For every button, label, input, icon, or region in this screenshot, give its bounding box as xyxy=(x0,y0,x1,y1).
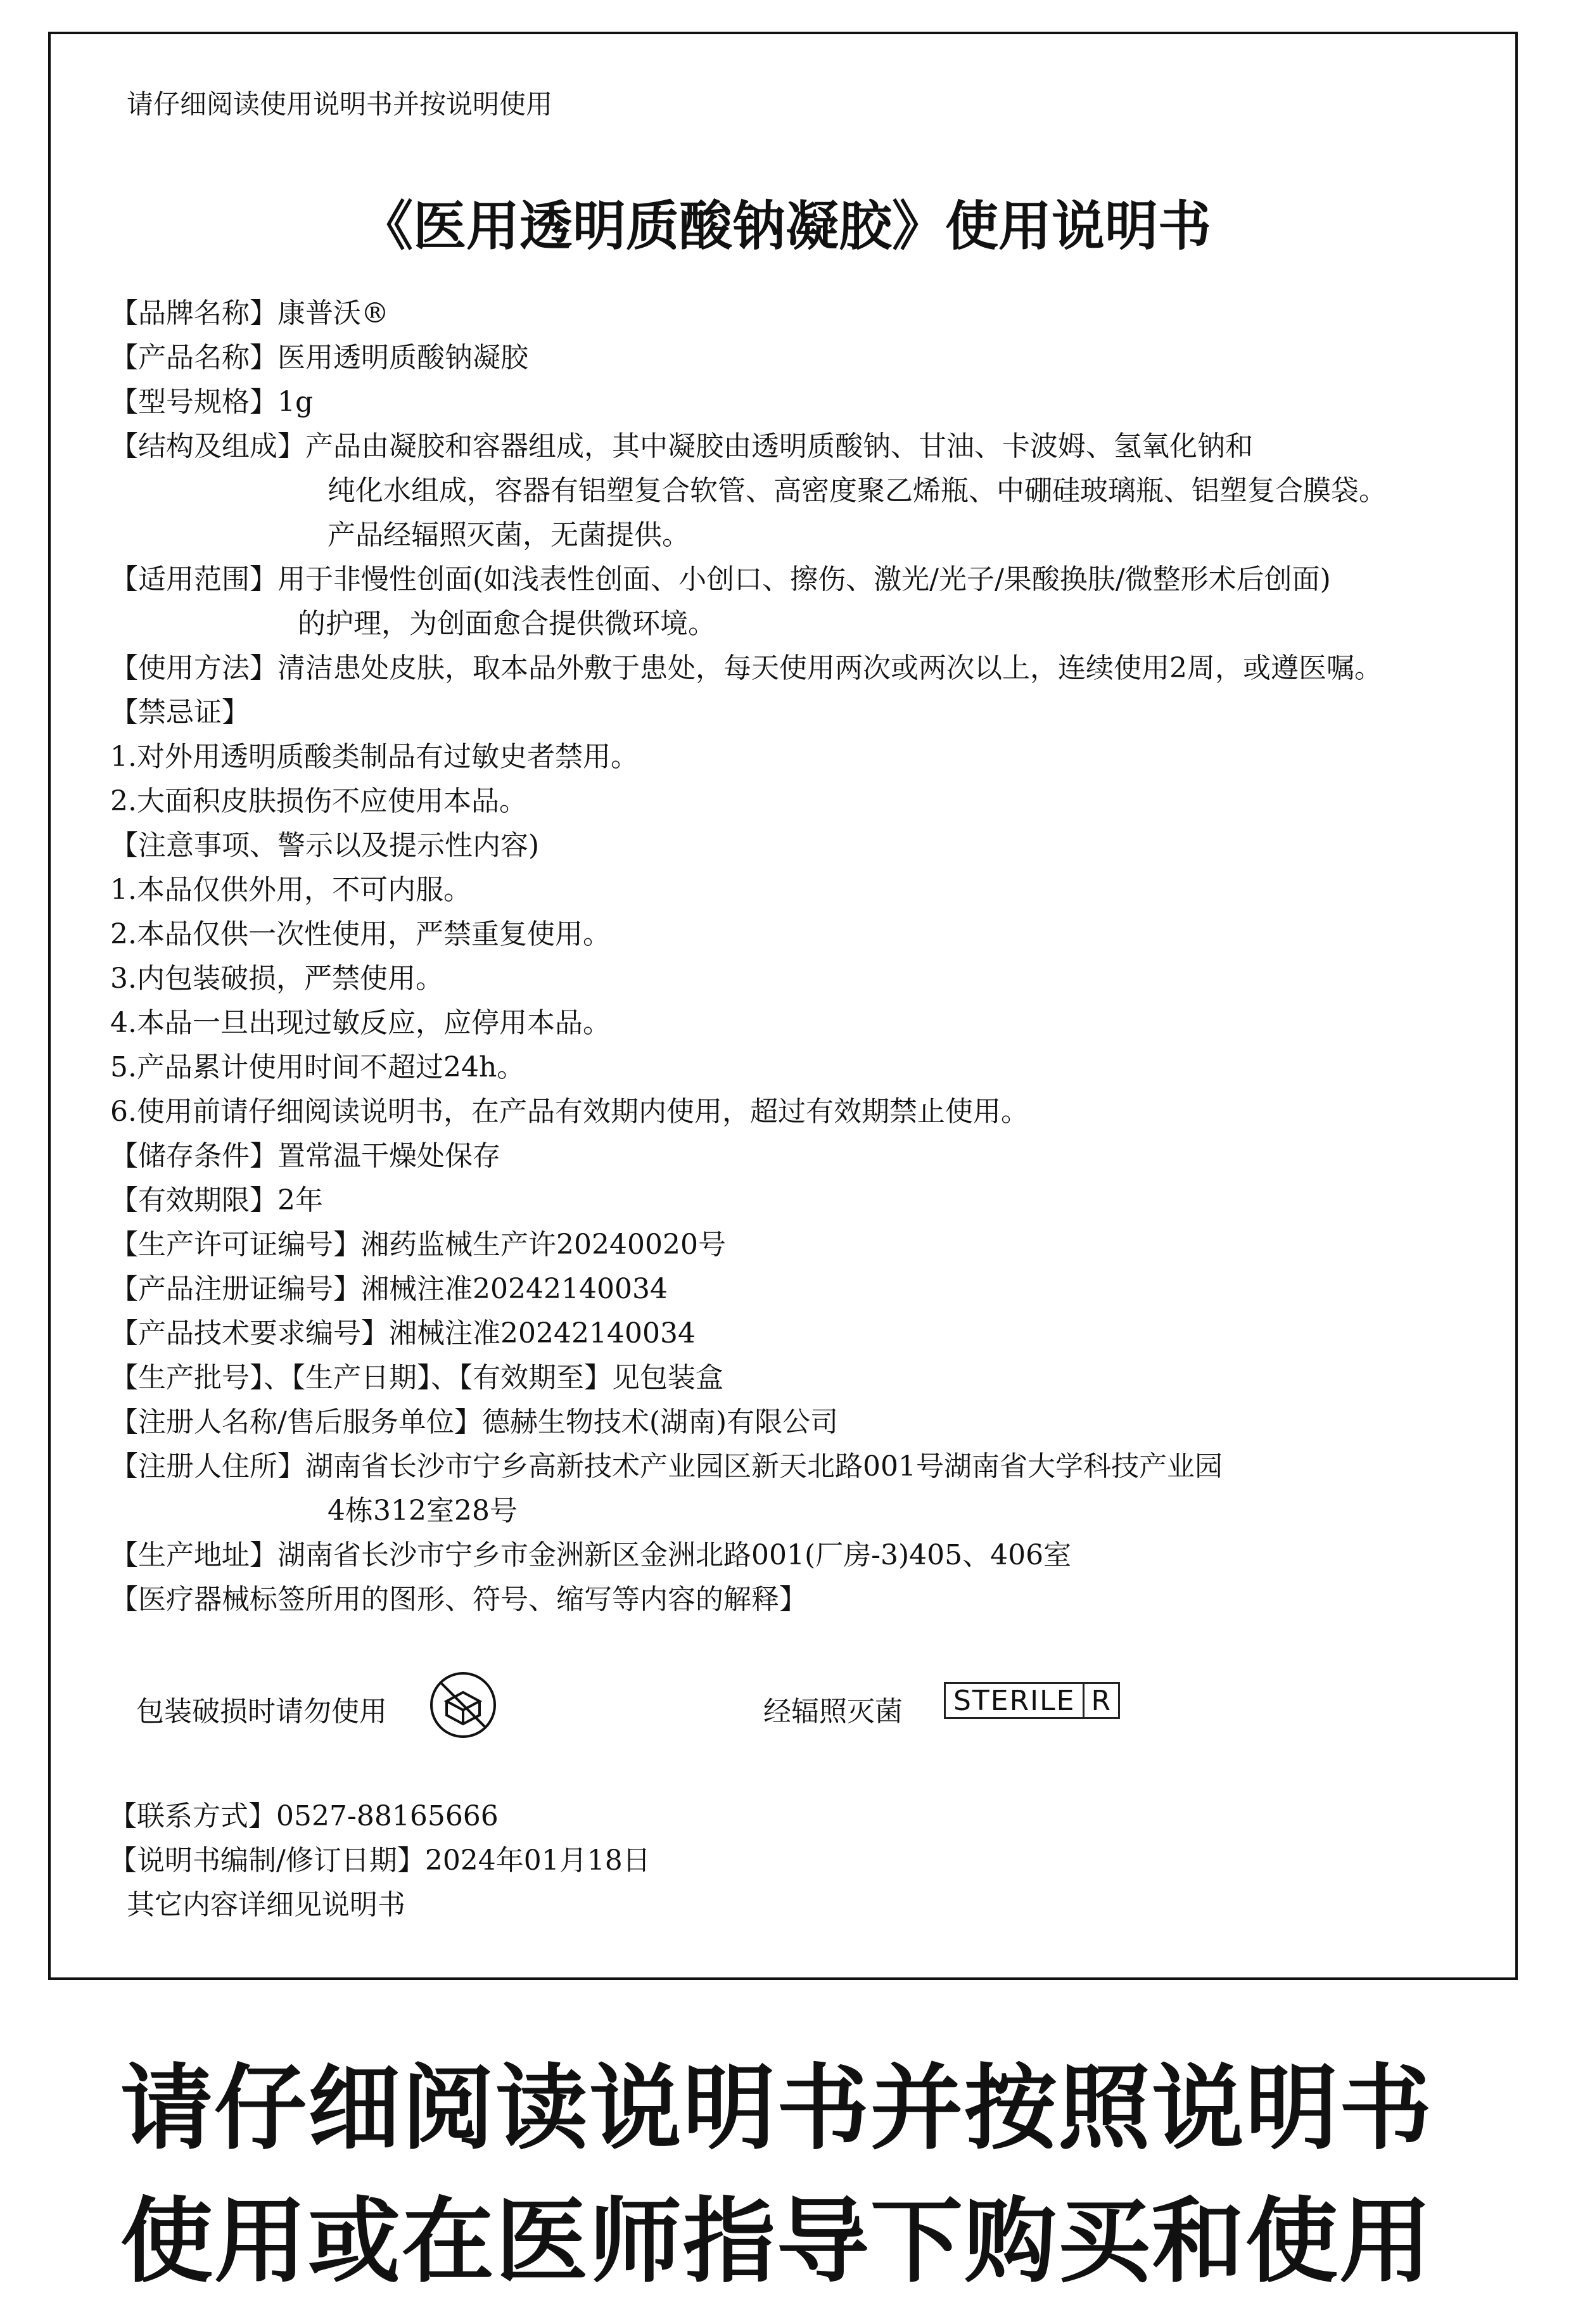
registration-number-line: 【产品注册证编号】湘械注准20242140034 xyxy=(110,1273,668,1305)
production-address-line: 【生产地址】湖南省长沙市宁乡市金洲新区金洲北路001(厂房-3)405、406室 xyxy=(110,1539,1072,1571)
warnings-title: 【注意事项、警示以及提示性内容) xyxy=(110,829,540,862)
validity-line: 【有效期限】2年 xyxy=(110,1184,323,1216)
warning-5: 5.产品累计使用时间不超过24h。 xyxy=(110,1051,525,1083)
warning-4: 4.本品一旦出现过敏反应，应停用本品。 xyxy=(110,1007,611,1039)
symbols-row xyxy=(136,1670,1403,1746)
sterile-text: STERILE xyxy=(953,1684,1076,1717)
contraindication-2: 2.大面积皮肤损伤不应使用本品。 xyxy=(110,785,527,817)
structure-line-3: 产品经辐照灭菌，无菌提供。 xyxy=(328,519,690,551)
sterile-label: 经辐照灭菌 xyxy=(763,1695,903,1728)
scope-line-2: 的护理，为创面愈合提供微环境。 xyxy=(298,608,716,640)
license-line: 【生产许可证编号】湘药监械生产许20240020号 xyxy=(110,1229,726,1261)
damaged-package-icon xyxy=(428,1670,499,1740)
batch-line: 【生产批号】、【生产日期】、【有效期至】见包装盒 xyxy=(110,1362,723,1394)
storage-line: 【储存条件】置常温干燥处保存 xyxy=(110,1140,500,1172)
header-note: 请仔细阅读使用说明书并按说明使用 xyxy=(127,89,553,120)
brand-line: 【品牌名称】康普沃® xyxy=(110,297,389,329)
big-notice-line-2: 使用或在医师指导下购买和使用 xyxy=(120,2188,1433,2295)
scope-line-1: 【适用范围】用于非慢性创面(如浅表性创面、小创口、擦伤、激光/光子/果酸换肤/微整形术后创面) xyxy=(110,563,1331,596)
document-title: 《医用透明质酸钠凝胶》使用说明书 xyxy=(359,195,1211,257)
structure-line-1: 【结构及组成】产品由凝胶和容器组成，其中凝胶由透明质酸钠、甘油、卡波姆、氢氧化钠和 xyxy=(110,430,1253,463)
other-content-line: 其它内容详细见说明书 xyxy=(127,1889,405,1921)
do-not-use-label: 包装破损时请勿使用 xyxy=(136,1695,387,1728)
revision-date-line: 【说明书编制/修订日期】2024年01月18日 xyxy=(109,1844,651,1877)
warning-6: 6.使用前请仔细阅读说明书，在产品有效期内使用，超过有效期禁止使用。 xyxy=(110,1095,1029,1128)
symbols-title: 【医疗器械标签所用的图形、符号、缩写等内容的解释】 xyxy=(110,1583,807,1616)
structure-line-2: 纯化水组成，容器有铝塑复合软管、高密度聚乙烯瓶、中硼硅玻璃瓶、铝塑复合膜袋。 xyxy=(328,475,1387,507)
big-notice-line-1: 请仔细阅读说明书并按照说明书 xyxy=(120,2055,1433,2162)
usage-line: 【使用方法】清洁患处皮肤，取本品外敷于患处，每天使用两次或两次以上，连续使用2周，或遵医嘱。 xyxy=(110,652,1382,684)
contraindications-title: 【禁忌证】 xyxy=(110,696,250,729)
registrant-line: 【注册人名称/售后服务单位】德赫生物技术(湖南)有限公司 xyxy=(110,1406,839,1438)
tech-requirement-line: 【产品技术要求编号】湘械注准20242140034 xyxy=(110,1317,696,1350)
sterile-r-text: R xyxy=(1083,1684,1118,1717)
registrant-address-line-2: 4栋312室28号 xyxy=(328,1495,518,1527)
spec-line: 【型号规格】1g xyxy=(110,386,314,418)
registrant-address-line-1: 【注册人住所】湖南省长沙市宁乡高新技术产业园区新天北路001号湖南省大学科技产业园 xyxy=(110,1450,1223,1483)
warning-2: 2.本品仅供一次性使用，严禁重复使用。 xyxy=(110,918,611,950)
warning-1: 1.本品仅供外用，不可内服。 xyxy=(110,874,471,906)
product-name-line: 【产品名称】医用透明质酸钠凝胶 xyxy=(110,342,528,374)
contact-line: 【联系方式】0527-88165666 xyxy=(109,1800,499,1832)
contraindication-1: 1.对外用透明质酸类制品有过敏史者禁用。 xyxy=(110,741,639,773)
warning-3: 3.内包装破损，严禁使用。 xyxy=(110,962,443,995)
sterile-r-symbol xyxy=(944,1682,1120,1719)
